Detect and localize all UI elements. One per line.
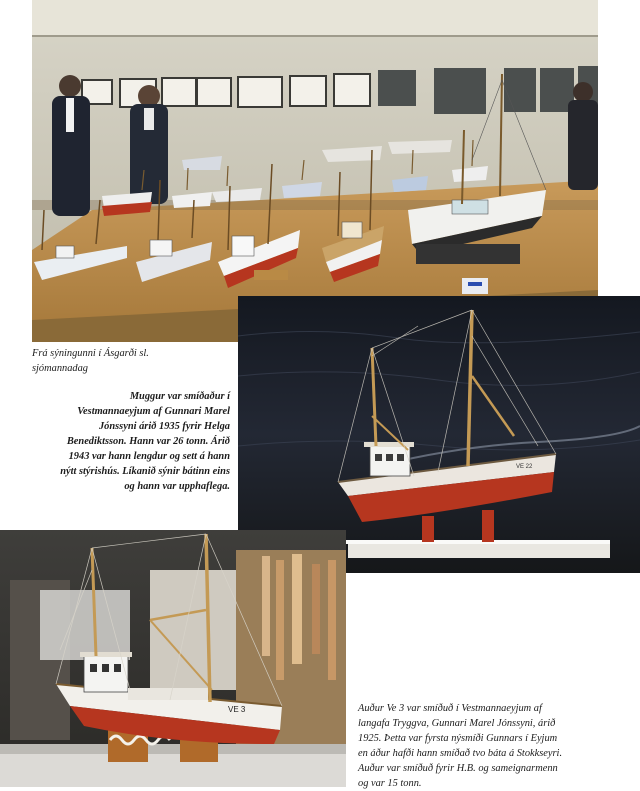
audur-caption-line-2: langafa Tryggva, Gunnari Marel Jónssyni, árið xyxy=(358,718,556,729)
audur-caption-line-6: og var 15 tonn. xyxy=(358,778,422,789)
audur-photo xyxy=(0,530,346,787)
exhibition-caption-line-1: Frá sýningunni í Ásgarði sl. xyxy=(32,348,149,359)
exhibition-caption xyxy=(32,346,232,376)
muggur-stand-base xyxy=(348,542,610,558)
audur-hull-label: VE 3 xyxy=(228,705,246,714)
muggur-caption xyxy=(20,389,230,494)
audur-caption-line-5: Auður var smíðuð fyrir H.B. og sameignarmenn xyxy=(358,763,558,774)
muggur-caption-line-3: Jónssyni árið 1935 fyrir Helga xyxy=(98,421,230,432)
muggur-caption-line-7: og hann var upphaflega. xyxy=(124,481,230,492)
audur-caption-line-4: en áður hafði hann smíðað tvo báta á Stokkseyri. xyxy=(358,748,563,759)
audur-scene xyxy=(0,530,346,787)
muggur-caption-line-4: Benediktsson. Hann var 26 tonn. Árið xyxy=(66,436,230,447)
exhibition-scene xyxy=(32,0,598,342)
muggur-caption-line-6: nýtt stýrishús. Líkanið sýnir bátinn eins xyxy=(60,466,230,477)
muggur-caption-line-1: Muggur var smíðaður í xyxy=(129,391,230,402)
audur-caption xyxy=(358,701,640,791)
muggur-hull-label: VE 22 xyxy=(516,464,533,470)
audur-caption-line-3: 1925. Þetta var fyrsta nýsmíði Gunnars í Eyjum xyxy=(358,733,558,744)
wall-frames xyxy=(82,74,370,107)
audur-caption-line-1: Auður Ve 3 var smíðuð í Vestmannaeyjum af xyxy=(358,703,542,714)
muggur-caption-line-2: Vestmannaeyjum af Gunnari Marel xyxy=(77,406,230,417)
exhibition-photo xyxy=(32,0,598,342)
muggur-caption-line-5: 1943 var hann lengdur og sett á hann xyxy=(68,451,230,462)
exhibition-caption-line-2: sjómannadag xyxy=(32,363,88,374)
